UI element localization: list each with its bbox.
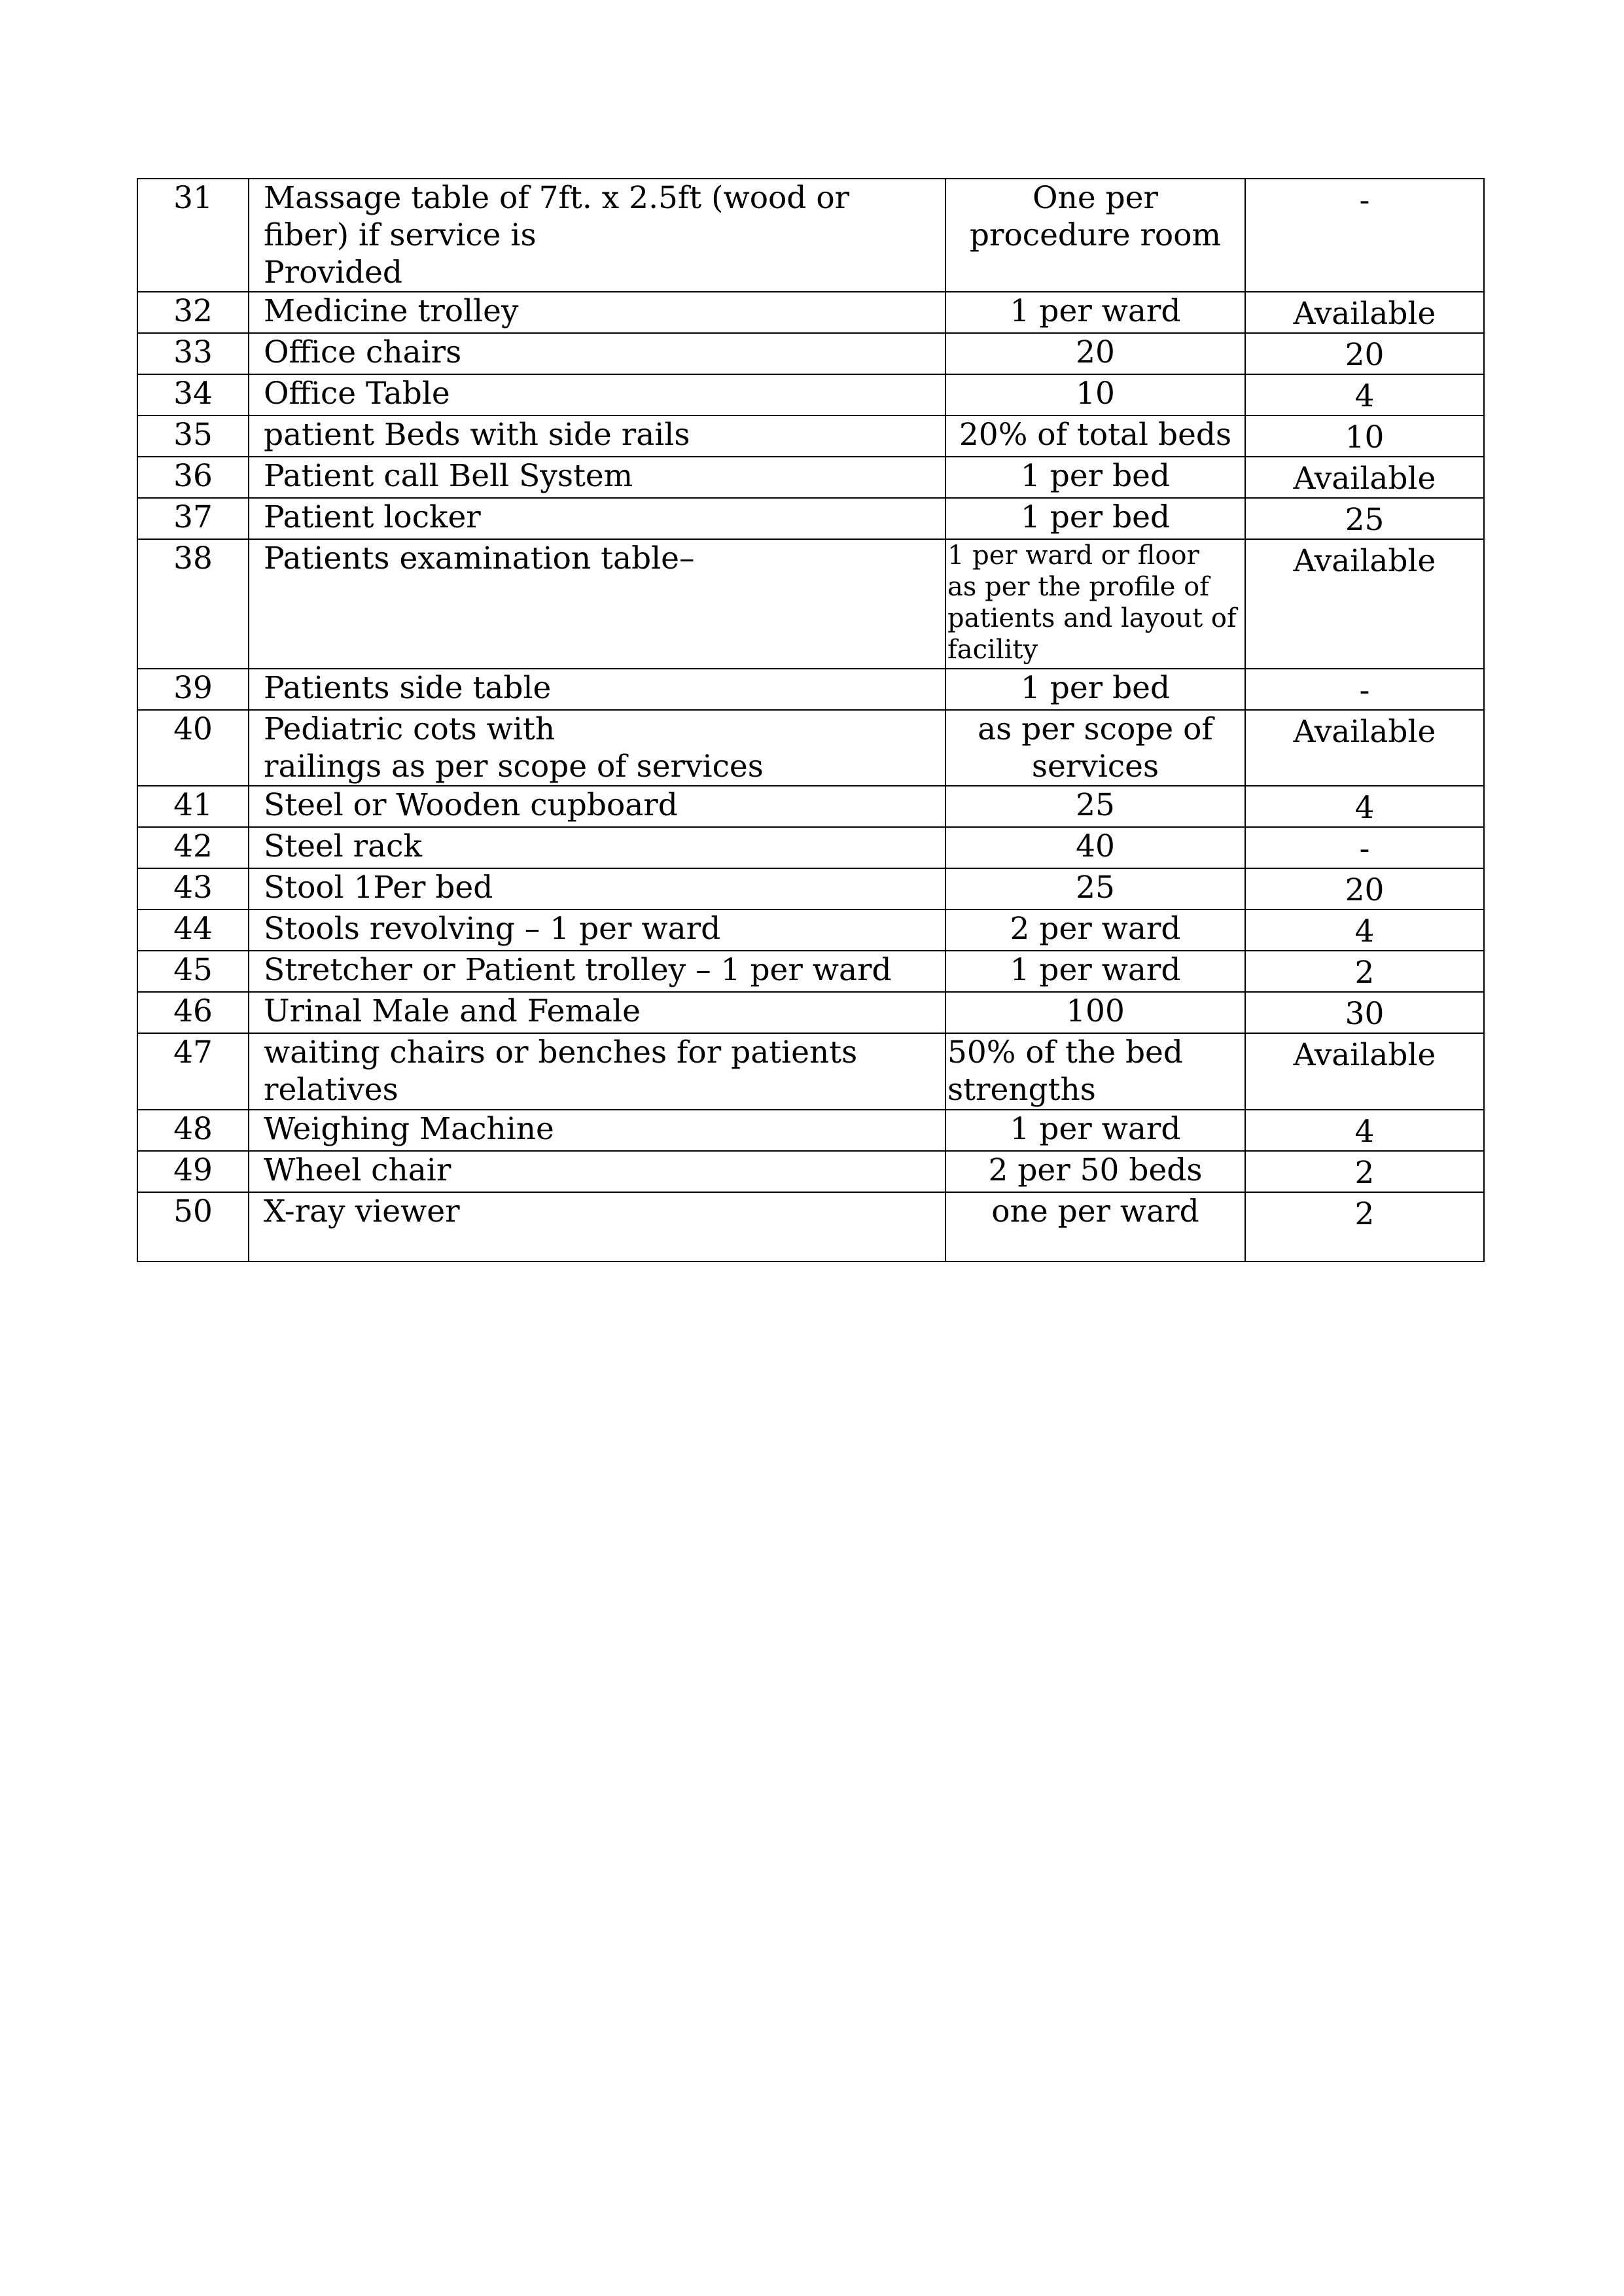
item-name: waiting chairs or benches for patients relatives <box>249 1033 945 1110</box>
row-number: 43 <box>137 868 249 910</box>
table-row <box>137 179 1484 292</box>
item-name: Pediatric cots with railings as per scope of services <box>249 710 945 786</box>
table-row <box>137 498 1484 539</box>
row-number: 34 <box>137 374 249 415</box>
available-quantity: 20 <box>1245 333 1484 374</box>
required-quantity: 2 per ward <box>945 910 1245 951</box>
table-row <box>137 951 1484 992</box>
required-quantity: one per ward <box>945 1192 1245 1262</box>
item-name: Office Table <box>249 374 945 415</box>
available-quantity: 4 <box>1245 786 1484 827</box>
required-quantity: 25 <box>945 868 1245 910</box>
item-name: Massage table of 7ft. x 2.5ft (wood or fiber) if service is Provided <box>249 179 945 292</box>
required-quantity: 50% of the bed strengths <box>945 1033 1245 1110</box>
available-quantity: 2 <box>1245 1151 1484 1192</box>
available-quantity: 2 <box>1245 1192 1484 1262</box>
row-number: 31 <box>137 179 249 292</box>
table-row <box>137 539 1484 669</box>
available-quantity: 4 <box>1245 374 1484 415</box>
required-quantity: 1 per ward or floor as per the profile of patients and layout of facility <box>945 539 1245 669</box>
row-number: 46 <box>137 992 249 1033</box>
required-quantity: 1 per bed <box>945 457 1245 498</box>
item-name: Steel or Wooden cupboard <box>249 786 945 827</box>
item-name: Steel rack <box>249 827 945 868</box>
table-row <box>137 1110 1484 1151</box>
table-row <box>137 786 1484 827</box>
table-row <box>137 333 1484 374</box>
item-name: Urinal Male and Female <box>249 992 945 1033</box>
required-quantity: 1 per bed <box>945 498 1245 539</box>
required-quantity: 1 per ward <box>945 1110 1245 1151</box>
item-name: X-ray viewer <box>249 1192 945 1262</box>
available-quantity: 30 <box>1245 992 1484 1033</box>
row-number: 32 <box>137 292 249 333</box>
table-row <box>137 827 1484 868</box>
table-row <box>137 374 1484 415</box>
item-name: Weighing Machine <box>249 1110 945 1151</box>
table-row <box>137 457 1484 498</box>
required-quantity: 100 <box>945 992 1245 1033</box>
item-name: patient Beds with side rails <box>249 415 945 457</box>
row-number: 45 <box>137 951 249 992</box>
required-quantity: 25 <box>945 786 1245 827</box>
row-number: 49 <box>137 1151 249 1192</box>
row-number: 37 <box>137 498 249 539</box>
item-name: Stool 1Per bed <box>249 868 945 910</box>
required-quantity: 1 per ward <box>945 951 1245 992</box>
row-number: 47 <box>137 1033 249 1110</box>
row-number: 39 <box>137 669 249 710</box>
available-quantity: - <box>1245 179 1484 292</box>
available-quantity: 25 <box>1245 498 1484 539</box>
item-name: Patient call Bell System <box>249 457 945 498</box>
available-quantity: Available <box>1245 539 1484 669</box>
required-quantity: 1 per ward <box>945 292 1245 333</box>
required-quantity: 2 per 50 beds <box>945 1151 1245 1192</box>
row-number: 38 <box>137 539 249 669</box>
table-row <box>137 910 1484 951</box>
item-name: Patients side table <box>249 669 945 710</box>
row-number: 35 <box>137 415 249 457</box>
required-quantity: 40 <box>945 827 1245 868</box>
table-row <box>137 992 1484 1033</box>
available-quantity: 10 <box>1245 415 1484 457</box>
available-quantity: 4 <box>1245 1110 1484 1151</box>
available-quantity: 2 <box>1245 951 1484 992</box>
row-number: 41 <box>137 786 249 827</box>
row-number: 50 <box>137 1192 249 1262</box>
available-quantity: - <box>1245 669 1484 710</box>
item-name: Office chairs <box>249 333 945 374</box>
table-row <box>137 669 1484 710</box>
table-row <box>137 710 1484 786</box>
row-number: 44 <box>137 910 249 951</box>
available-quantity: Available <box>1245 457 1484 498</box>
table-row <box>137 415 1484 457</box>
table-row <box>137 1151 1484 1192</box>
available-quantity: Available <box>1245 710 1484 786</box>
item-name: Patients examination table– <box>249 539 945 669</box>
available-quantity: 4 <box>1245 910 1484 951</box>
required-quantity: as per scope of services <box>945 710 1245 786</box>
row-number: 40 <box>137 710 249 786</box>
row-number: 42 <box>137 827 249 868</box>
table-row <box>137 1192 1484 1262</box>
available-quantity: Available <box>1245 1033 1484 1110</box>
row-number: 36 <box>137 457 249 498</box>
required-quantity: 20 <box>945 333 1245 374</box>
item-name: Medicine trolley <box>249 292 945 333</box>
available-quantity: Available <box>1245 292 1484 333</box>
row-number: 33 <box>137 333 249 374</box>
item-name: Stretcher or Patient trolley – 1 per ward <box>249 951 945 992</box>
item-name: Patient locker <box>249 498 945 539</box>
required-quantity: 1 per bed <box>945 669 1245 710</box>
required-quantity: 20% of total beds <box>945 415 1245 457</box>
available-quantity: - <box>1245 827 1484 868</box>
table-row <box>137 868 1484 910</box>
required-quantity: 10 <box>945 374 1245 415</box>
available-quantity: 20 <box>1245 868 1484 910</box>
item-name: Stools revolving – 1 per ward <box>249 910 945 951</box>
equipment-table <box>137 178 1485 1262</box>
item-name: Wheel chair <box>249 1151 945 1192</box>
table-row <box>137 1033 1484 1110</box>
row-number: 48 <box>137 1110 249 1151</box>
table-row <box>137 292 1484 333</box>
required-quantity: One per procedure room <box>945 179 1245 292</box>
